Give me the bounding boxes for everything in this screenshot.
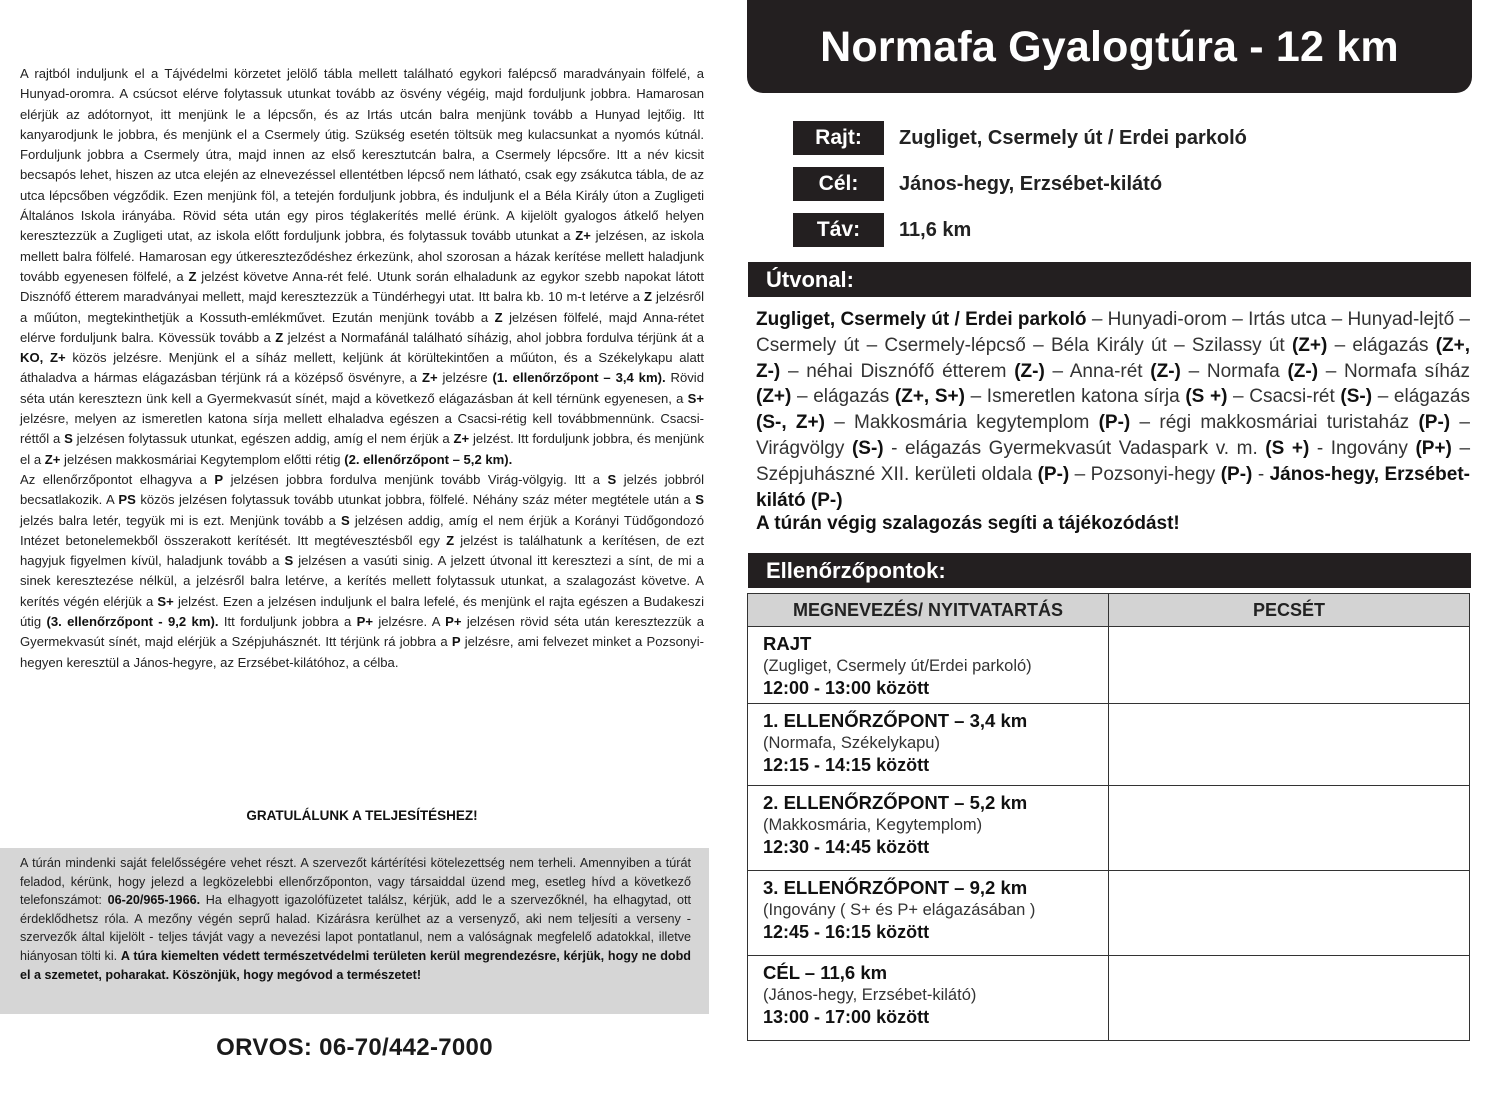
stamp-cell[interactable]	[1109, 871, 1470, 956]
doctor-phone: ORVOS: 06-70/442-7000	[216, 1034, 493, 1061]
route-segment: (P-)	[1418, 412, 1451, 434]
description-segment: jelzésre, melyen az ismeretlen katona sírja mellett elhaladva egészen a Csacsi-rétig kell továbbmennünk. Csacsi-réttől a	[20, 411, 704, 447]
start-label: Rajt:	[793, 121, 884, 155]
description-segment: jelzésen addig, amíg el nem érjük a Korányi Tüdőgondozó Intézet betonelemekből összerakott kerítését. Itt megtévesztésből egy	[20, 512, 704, 548]
title-banner	[747, 0, 1472, 93]
route-segment: – Csacsi-rét	[1227, 386, 1341, 408]
description-segment: jelzésen folytassuk utunkat, egészen addig, amíg el nem érjük a	[72, 431, 454, 447]
description-segment: Z	[188, 268, 197, 284]
route-segment: (S-)	[851, 437, 884, 459]
description-segment: S	[64, 431, 73, 447]
checkpoints-table	[747, 593, 1470, 1041]
route-segment: - elágazás Gyermekvasút Vadaspark v. m.	[883, 437, 1266, 459]
notice-box	[0, 848, 709, 1014]
description-segment: PS	[118, 492, 136, 508]
checkpoint-time: 12:00 - 13:00 között	[763, 678, 930, 698]
route-note: A túrán végig szalagozás segíti a tájékozódást!	[756, 513, 1180, 534]
route-segment: Zugliget, Csermely út / Erdei parkoló	[756, 309, 1087, 330]
checkpoint-name: 3. ELLENŐRZŐPONT – 9,2 km	[763, 877, 1028, 898]
route-segment: – Virágvölgy	[756, 412, 1470, 459]
route-segment: – Pozsonyi-hegy	[1069, 463, 1221, 485]
checkpoints-heading: Ellenőrzőpontok:	[748, 553, 1471, 588]
route-segment: (S-, Z+)	[756, 412, 825, 434]
checkpoint-place: (János-hegy, Erzsébet-kilátó)	[763, 986, 977, 1004]
route-segment: (S +)	[1185, 386, 1228, 408]
distance-row	[793, 213, 971, 247]
table-row	[748, 627, 1470, 704]
description-segment: jelzésen jobbra fordulva menjünk tovább Virág-völgyig. Itt a	[223, 471, 608, 487]
checkpoint-cell	[748, 871, 1109, 956]
description-segment: közös jelzésen folytassuk tovább utunkat jobbra, fölfelé. Néhány száz méter megtétele után a	[135, 492, 696, 508]
description-segment: Az ellenőrzőpontot elhagyva a	[20, 471, 215, 487]
column-name-header: MEGNEVEZÉS/ NYITVATARTÁS	[748, 594, 1109, 627]
table-row	[748, 871, 1470, 956]
route-segment: (P-)	[1220, 463, 1253, 485]
description-segment: P	[451, 634, 461, 650]
route-segment: (Z+)	[1291, 334, 1328, 356]
route-segment: – Hunyadi-orom – Irtás utca – Hunyad-lejtő – Csermely út – Csermely-lépcső – Béla Király út – Szilassy út	[756, 309, 1470, 356]
description-segment: Z	[446, 532, 455, 548]
description-segment: P+	[356, 614, 374, 630]
start-row	[793, 121, 1247, 155]
checkpoint-name: 2. ELLENŐRZŐPONT – 5,2 km	[763, 792, 1028, 813]
route-segment: (Z-)	[1014, 360, 1045, 382]
route-segment: - Ingovány	[1309, 437, 1416, 459]
route-segment: (Z+, Z-)	[756, 334, 1471, 382]
route-segment: – elágazás	[1372, 386, 1470, 408]
description-segment: jelzést is találhatunk a kerítésen, de ezt hagyjuk figyelmen kívül, haladjunk tovább a	[20, 532, 704, 569]
description-segment: Itt forduljunk jobbra a	[218, 614, 357, 630]
description-segment: P+	[445, 614, 462, 630]
stamp-cell[interactable]	[1109, 956, 1470, 1041]
checkpoint-place: (Zugliget, Csermely út/Erdei parkoló)	[763, 657, 1032, 675]
checkpoint-name: 1. ELLENŐRZŐPONT – 3,4 km	[763, 710, 1028, 731]
description-segment: jelzésre, ami felvezet minket a Pozsonyi-hegyen keresztül a János-hegyre, az Erzsébet-kilátóhoz, a célba.	[20, 634, 704, 670]
checkpoint-time: 12:30 - 14:45 között	[763, 837, 930, 857]
table-row	[748, 704, 1470, 786]
checkpoint-place: (Makkosmária, Kegytemplom)	[763, 816, 983, 834]
description-segment: S	[607, 471, 617, 487]
route-segment: – Ismeretlen katona sírja	[964, 386, 1186, 408]
finish-row	[793, 167, 1162, 201]
stamp-cell[interactable]	[1109, 704, 1470, 786]
description-segment: jelzésen rövid séta után keresztezzük a Gyermekvasút sínét, majd elérjük a Szépjuhásznét. Itt térjünk rá jobbra a	[20, 614, 704, 650]
checkpoint-name: RAJT	[763, 633, 812, 654]
description-segment: S	[284, 553, 294, 569]
notice-segment: Ha elhagyott igazolófüzetet találsz, kérjük, add le a szervezőknél, ha elhagytad, ott érdeklődhetsz róla. A mezőny végén seprű halad. Kizárásra kerülhet az a versenyző, aki nem teljesíti a verseny - szervezők által kijelölt - teljes távját vagy a nevezési lapot pontatlanul, nem a valóságnak megfelelő adatokkal, illetve hiányosan tölti ki.	[20, 893, 691, 963]
description-segment: jelzésre	[437, 370, 493, 386]
description-segment: Z+	[453, 431, 470, 447]
description-segment: S	[695, 492, 704, 508]
description-segment: Z	[643, 289, 652, 305]
description-segment: (1. ellenőrzőpont – 3,4 km).	[492, 370, 666, 386]
route-segment: – régi makkosmáriai turistaház	[1130, 412, 1419, 434]
description-segment: A rajtból induljunk el a Tájvédelmi körzetet jelölő tábla mellett található egykori falépcső maradványain fölfelé, a Hunyad-oromra. A csúcsot elérve folytassuk utunkat tovább az ösvény végéig, majd forduljunk jobbra. Hamarosan elérjük az adótornyot, itt menjünk le a lépcsőn, és az Irtás utcán balra menjünk tovább a Hunyad lejtőig. Itt kanyarodjunk le jobbra, és menjünk el a Csermely útig. Szükség esetén töltsük meg kulacsunkat a nyomós kútnál. Forduljunk jobbra a Csermely útra, majd innen az első keresztutcán balra, a Csermely lépcsőre. Itt a név kicsit becsapós lehet, hiszen az utca elején az elnevezéssel ellentétben lépcső nem látható, csak egy zsákutca tábla, de az utca lépcsőben végződik. Ezen menjünk föl, a tetején forduljunk jobbra, és induljunk el a Béla Király úton a Zugligeti Általános Iskola irányába. Rövid séta után egy piros téglakerítés mellé érünk. A kijelölt gyalogos átkelő helyen keresztezzük a Zugligeti utat, az iskola előtt forduljunk jobbra, és folytassuk tovább utunkat a	[20, 66, 704, 244]
route-segment: – Makkosmária kegytemplom	[824, 412, 1099, 434]
description-segment: jelzésen, az iskola mellett balra fölfelé. Hamarosan egy útkereszteződéshez érkezünk, ahol szorosan a házak kerítése mellett haladjunk tovább egyenesen fölfelé, a	[20, 228, 705, 284]
description-segment: P	[214, 471, 224, 487]
checkpoint-name: CÉL – 11,6 km	[763, 962, 888, 983]
description-segment: S	[341, 512, 350, 528]
finish-value: János-hegy, Erzsébet-kilátó	[899, 172, 1163, 195]
table-row	[748, 786, 1470, 871]
checkpoint-place: (Ingovány ( S+ és P+ elágazásában )	[763, 901, 1036, 919]
description-segment: (2. ellenőrzőpont – 5,2 km).	[344, 451, 513, 467]
description-segment: jelzést követve Anna-rét felé. Utunk során elhaladunk az egykor szebb napokat látott Disznófő étterem maradványai mellett, majd keresztezzük a Tündérhegyi utat. Itt balra kb. 10 m-t letérve a	[20, 268, 705, 305]
stamp-cell[interactable]	[1109, 786, 1470, 871]
notice-text	[20, 854, 691, 984]
checkpoint-cell	[748, 786, 1109, 871]
description-segment: közös jelzésre. Menjünk el a síház mellett, keljünk át körültekintően a műúton, és a Székelykapu alatt áthaladva a hármas elágazásban térjünk rá a középső ösvényre, a	[20, 350, 705, 386]
checkpoint-place: (Normafa, Székelykapu)	[763, 734, 940, 752]
description-segment: jelzésen makkosmáriai Kegytemplom előtti rétig	[60, 451, 345, 467]
route-segment: János-hegy, Erzsébet-kilátó (P-)	[756, 463, 1471, 511]
route-segment: (P-)	[1037, 463, 1070, 485]
route-description	[20, 64, 704, 673]
finish-label: Cél:	[793, 167, 884, 201]
route-segment: – elágazás	[1327, 334, 1436, 356]
description-segment: jelzésről a műúton, megtekinthetjük a Kossuth-emlékművet. Ezután menjünk tovább a	[20, 289, 705, 325]
route-segment: (S-)	[1340, 386, 1373, 408]
description-segment: KO, Z+	[20, 350, 66, 366]
notice-segment: 06-20/965-1966.	[107, 893, 201, 908]
route-segment: (P+)	[1415, 437, 1452, 459]
description-segment: S+	[687, 390, 704, 406]
description-segment: Z+	[421, 370, 438, 386]
route-segment: (Z+, S+)	[894, 386, 965, 408]
checkpoint-cell	[748, 956, 1109, 1041]
description-segment: Z+	[44, 451, 61, 467]
description-segment: Z	[494, 309, 503, 325]
column-stamp-header: PECSÉT	[1109, 594, 1470, 627]
distance-label: Táv:	[793, 213, 884, 247]
description-segment: jelzésen a vasúti sinig. A jelzett útvonal itt keresztezi a sínt, de mi a sinek keresztezése nélkül, a jelzésről balra letérve, a kerítés mellett folytassuk utunkat, a szalagozást követve. A kerítés végén elérjük a	[20, 553, 704, 609]
description-segment: Z	[275, 329, 284, 345]
route-segment: (S +)	[1265, 437, 1310, 459]
distance-value: 11,6 km	[899, 218, 972, 241]
route-segment: – elágazás	[791, 386, 895, 408]
description-segment: Rövid séta után keresztezn ünk kell a Gyermekvasút sínét, majd a következő elágazásban át kell térnünk egyenesen, a	[20, 370, 704, 406]
page-title: Normafa Gyalogtúra - 12 km	[820, 23, 1399, 71]
description-segment: jelzésre. A	[373, 614, 446, 630]
checkpoint-cell	[748, 627, 1109, 704]
route-segment: (Z-)	[1150, 360, 1181, 382]
route-segment: – Anna-rét	[1044, 360, 1151, 382]
route-description-text	[20, 64, 704, 673]
route-heading: Útvonal:	[748, 262, 1471, 297]
description-segment: S+	[157, 593, 174, 609]
description-segment: jelzést. Itt forduljunk jobbra, és menjünk el a	[20, 431, 705, 467]
description-segment: Z+	[575, 228, 591, 244]
description-segment: jelzés jobbról becsatlakozik. A	[20, 471, 704, 508]
route-segment: – Normafa síház	[1318, 360, 1470, 382]
route-segment: (P-)	[1098, 412, 1131, 434]
route-segment: -	[1252, 463, 1270, 485]
route-segment: (Z-)	[1287, 360, 1319, 382]
route-segment: – Szépjuhászné XII. kerületi oldala	[756, 437, 1471, 485]
description-segment: jelzést a Normafánál található síházig, ahol jobbra fordulva térjünk át a	[283, 329, 704, 345]
congratulations-text: GRATULÁLUNK A TELJESÍTÉSHEZ!	[246, 808, 478, 823]
start-value: Zugliget, Csermely út / Erdei parkoló	[899, 126, 1247, 149]
description-segment: jelzést. Ezen a jelzésen induljunk el balra lefelé, és menjünk el rajta egészen a Budakeszi útig	[20, 593, 704, 630]
route-segment: – néhai Disznófő étterem	[780, 360, 1015, 382]
description-segment: jelzésen fölfelé, majd Anna-rétet elérve forduljunk balra. Kövessük tovább a	[20, 309, 704, 345]
description-segment: (3. ellenőrzőpont - 9,2 km).	[46, 614, 219, 630]
checkpoint-time: 12:45 - 16:15 között	[763, 922, 930, 942]
checkpoint-time: 12:15 - 14:15 között	[763, 755, 930, 775]
table-header-row	[748, 594, 1470, 627]
checkpoint-time: 13:00 - 17:00 között	[763, 1007, 930, 1027]
checkpoint-cell	[748, 704, 1109, 786]
route-segment: – Normafa	[1180, 360, 1288, 382]
stamp-cell[interactable]	[1109, 627, 1470, 704]
description-segment: jelzés balra letér, tegyük mi is ezt. Menjünk tovább a	[20, 512, 341, 528]
notice-segment: A túrán mindenki saját felelősségére vehet részt. A szervezőt kártérítési kötelezettség nem terheli. Amennyiben a túrát feladod, kérünk, hogy jelezd a legközelebbi ellenőrzőponton, vagy társaiddal üzend meg, esetleg hívd a következő telefonszámot:	[20, 856, 691, 908]
route-segment: (Z+)	[756, 386, 792, 408]
table-row	[748, 956, 1470, 1041]
notice-segment: A túra kiemelten védett természetvédelmi területen kerül megrendezésre, kérjük, hogy ne dobd el a szemetet, poharakat. Köszönjük, hogy megóvod a természetet!	[20, 948, 692, 982]
route-summary	[756, 307, 1470, 513]
